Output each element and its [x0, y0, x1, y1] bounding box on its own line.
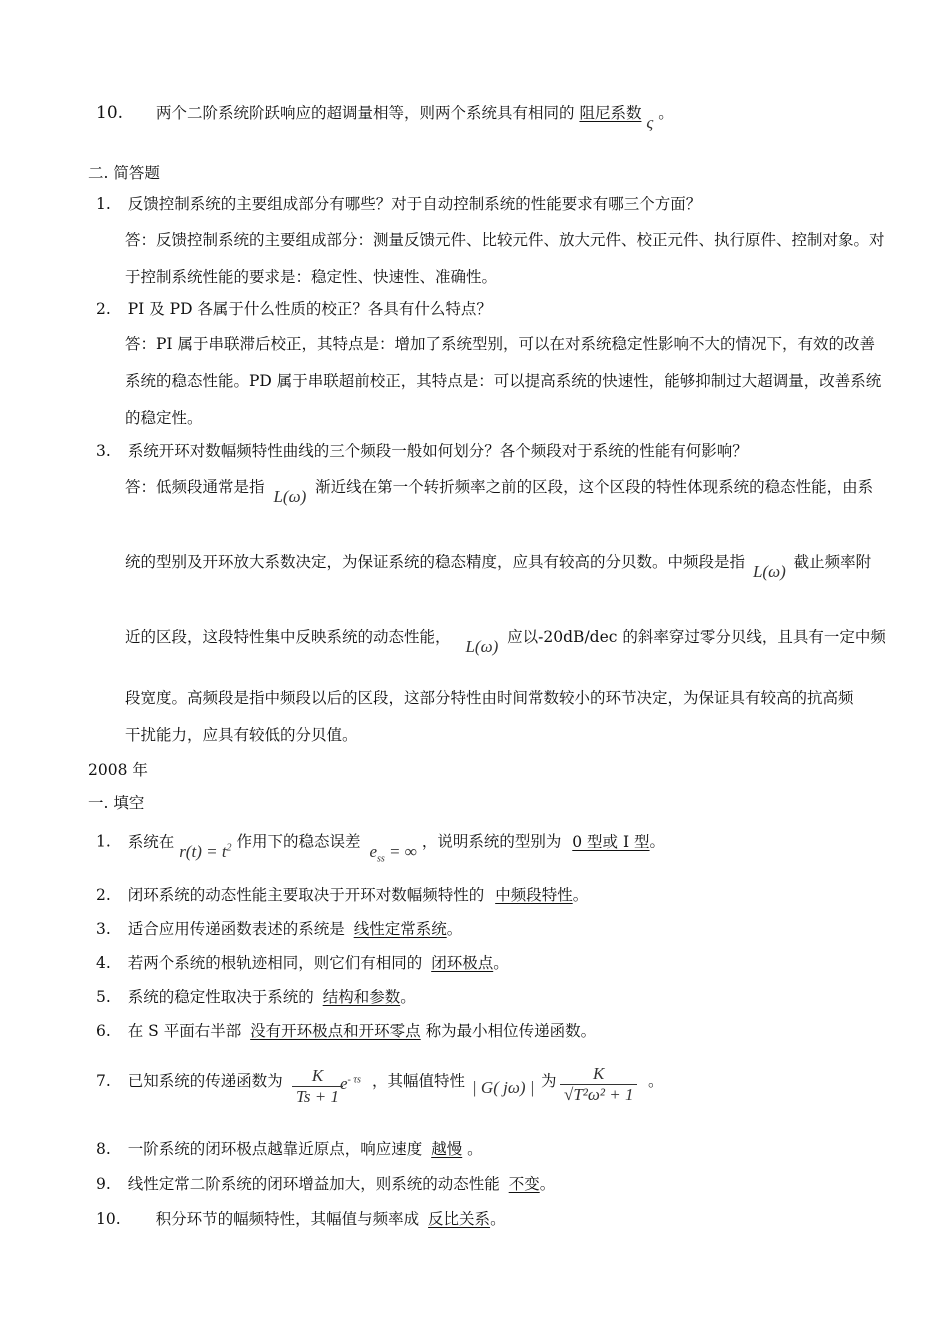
fill-4: [96, 952, 509, 974]
magnitude-formula: L(ω): [273, 487, 307, 506]
qa-1-answer-line-2: 于控制系统性能的要求是：稳定性、快速性、准确性。: [125, 268, 498, 286]
answer-text: 渐近线在第一个转折频率之前的区段，这个区段的特性体现系统的稳态性能，由系: [315, 478, 874, 496]
qa-3-answer-line-5: 干扰能力，应具有较低的分贝值。: [125, 726, 358, 744]
item-number: 3.: [96, 442, 111, 460]
fill-9: [96, 1173, 555, 1195]
qa-1-question: [96, 193, 701, 215]
fill-text: 若两个系统的根轨迹相同，则它们有相同的: [127, 954, 423, 972]
error-symbol: e: [369, 841, 377, 861]
fill-text: 称为最小相位传递函数。: [425, 1022, 597, 1040]
section-title-short-answer: 二. 简答题: [88, 164, 160, 182]
qa-3-question: [96, 440, 748, 462]
fill-text: ，说明系统的型别为: [421, 832, 562, 851]
answer-text: 反比关系: [428, 1210, 491, 1228]
qa-1-answer-line-1: 答：反馈控制系统的主要组成部分：测量反馈元件、比较元件、放大元件、校正元件、执行原件、控制对象。对: [125, 231, 885, 249]
period: 。: [400, 988, 416, 1006]
input-formula: [179, 842, 231, 861]
answer-text: 越慢: [431, 1140, 463, 1158]
fill-text: 系统的稳定性取决于系统的: [127, 988, 314, 1006]
magnitude-fraction: [560, 1064, 637, 1105]
qa-2-question: [96, 298, 492, 320]
section-title-fill-in: 一. 填空: [88, 794, 145, 812]
fill-7-middle: [372, 1070, 465, 1092]
fraction: [292, 1066, 343, 1107]
item-number: 4.: [96, 954, 111, 972]
magnitude-formula: L(ω): [752, 562, 786, 581]
answer-text: 近的区段，这段特性集中反映系统的动态性能，: [125, 628, 451, 646]
exp-power: - τs: [347, 1074, 361, 1086]
period: 。: [539, 1175, 556, 1193]
fill-7: [96, 1070, 283, 1092]
magnitude-expression: | G( jω) |: [472, 1078, 535, 1097]
fill-6: [96, 1020, 596, 1042]
fill-3: [96, 918, 462, 940]
fill-1: [96, 827, 666, 865]
fill-text: 作用下的稳态误差: [236, 832, 361, 851]
input-formula-exponent: 2: [226, 842, 232, 853]
question-text: PI 及 PD 各属于什么性质的校正？各具有什么特点？: [127, 300, 492, 318]
fill-text: ，其幅值特性: [372, 1072, 466, 1090]
item-number: 1.: [96, 195, 111, 213]
answer-text: 不变: [508, 1175, 540, 1193]
fill-8: [96, 1138, 483, 1160]
year-heading: 2008 年: [88, 761, 148, 779]
numerator: K: [593, 1064, 605, 1083]
question-10-prev: [96, 102, 674, 132]
item-number: 10.: [96, 1210, 121, 1228]
answer-text: 阻尼系数: [579, 104, 642, 122]
fill-text: 积分环节的幅频特性，其幅值与频率成: [155, 1210, 420, 1228]
fill-text: 线性定常二阶系统的闭环增益加大，则系统的动态性能: [127, 1175, 500, 1193]
fill-5: [96, 986, 416, 1008]
fill-2: [96, 884, 588, 906]
question-text: 系统开环对数幅频特性曲线的三个频段一般如何划分？各个频段对于系统的性能有何影响？: [127, 442, 748, 460]
item-number: 7.: [96, 1072, 111, 1090]
exp-base: e: [340, 1074, 348, 1093]
period: 。: [446, 920, 463, 938]
numerator: K: [311, 1066, 324, 1085]
answer-text: 统的型别及开环放大系数决定，为保证系统的稳态精度，应具有较高的分贝数。中频段是指: [125, 553, 746, 571]
delay-exponential: [340, 1074, 361, 1094]
qa-2-answer-line-3: 的稳定性。: [125, 409, 203, 427]
period: 。: [467, 1140, 483, 1158]
answer-text: 应以-20dB/dec 的斜率穿过零分贝线，且具有一定中频: [507, 628, 886, 646]
item-number: 2.: [96, 300, 111, 318]
answer-text: 中频段特性: [495, 886, 573, 904]
fill-text: 闭环系统的动态性能主要取决于开环对数幅频特性的: [127, 886, 485, 904]
item-number: 6.: [96, 1022, 111, 1040]
qa-3-answer-line-3: [125, 626, 886, 656]
item-number: 10.: [96, 103, 124, 123]
fill-7-wei: 为: [541, 1072, 557, 1090]
error-subscript: ss: [376, 853, 385, 865]
item-number: 1.: [96, 832, 111, 851]
fill-10: [96, 1208, 506, 1230]
qa-3-answer-line-4: 段宽度。高频段是指中频段以后的区段，这部分特性由时间常数较小的环节决定，为保证具有较高的抗高频: [125, 689, 854, 707]
qa-3-answer-line-1: [125, 476, 874, 506]
period: 。: [648, 1072, 664, 1090]
answer-text: 答：低频段通常是指: [125, 478, 265, 496]
error-formula: [369, 841, 417, 865]
item-number: 8.: [96, 1140, 111, 1158]
denominator: √T²ω² + 1: [560, 1084, 637, 1105]
item-number: 5.: [96, 988, 111, 1006]
magnitude-formula: L(ω): [465, 637, 499, 656]
qa-2-answer-line-2: 系统的稳态性能。PD 属于串联超前校正，其特点是：可以提高系统的快速性，能够抑制过大超调量，改善系统: [125, 372, 882, 390]
question-text: 两个二阶系统阶跃响应的超调量相等，则两个系统具有相同的: [155, 104, 575, 122]
answer-text: 0 型或 I 型: [572, 832, 650, 851]
answer-text: 结构和参数: [322, 988, 401, 1006]
answer-text: 闭环极点: [431, 954, 494, 972]
transfer-function-fraction: [292, 1066, 343, 1107]
error-value: = ∞: [384, 841, 417, 861]
fill-text: 系统在: [127, 832, 175, 851]
fill-text: 一阶系统的闭环极点越靠近原点，响应速度: [127, 1140, 423, 1158]
answer-text: 截止频率附: [793, 553, 872, 571]
item-number: 9.: [96, 1175, 111, 1193]
qa-3-answer-line-2: [125, 551, 872, 581]
fill-text: 在 S 平面右半部: [127, 1022, 242, 1040]
answer-text: 线性定常系统: [353, 920, 447, 938]
denominator: Ts + 1: [292, 1086, 343, 1107]
fraction: [560, 1064, 637, 1105]
question-text: 反馈控制系统的主要组成部分有哪些？对于自动控制系统的性能要求有哪三个方面？: [127, 195, 702, 213]
qa-2-answer-line-1: 答：PI 属于串联滞后校正，其特点是：增加了系统型别，可以在对系统稳定性影响不大的情况下，有效的改善: [125, 335, 875, 353]
period: 。: [493, 954, 509, 972]
input-formula-body: r(t) = t: [179, 841, 227, 861]
answer-text: 没有开环极点和开环零点: [250, 1022, 421, 1040]
period: 。: [572, 886, 589, 904]
fill-text: 已知系统的传递函数为: [127, 1072, 283, 1090]
period: 。: [658, 104, 674, 122]
fill-text: 适合应用传递函数表述的系统是: [127, 920, 345, 938]
item-number: 2.: [96, 886, 111, 904]
period: 。: [649, 832, 666, 851]
period: 。: [490, 1210, 506, 1228]
item-number: 3.: [96, 920, 111, 938]
damping-symbol: ς: [646, 113, 654, 132]
